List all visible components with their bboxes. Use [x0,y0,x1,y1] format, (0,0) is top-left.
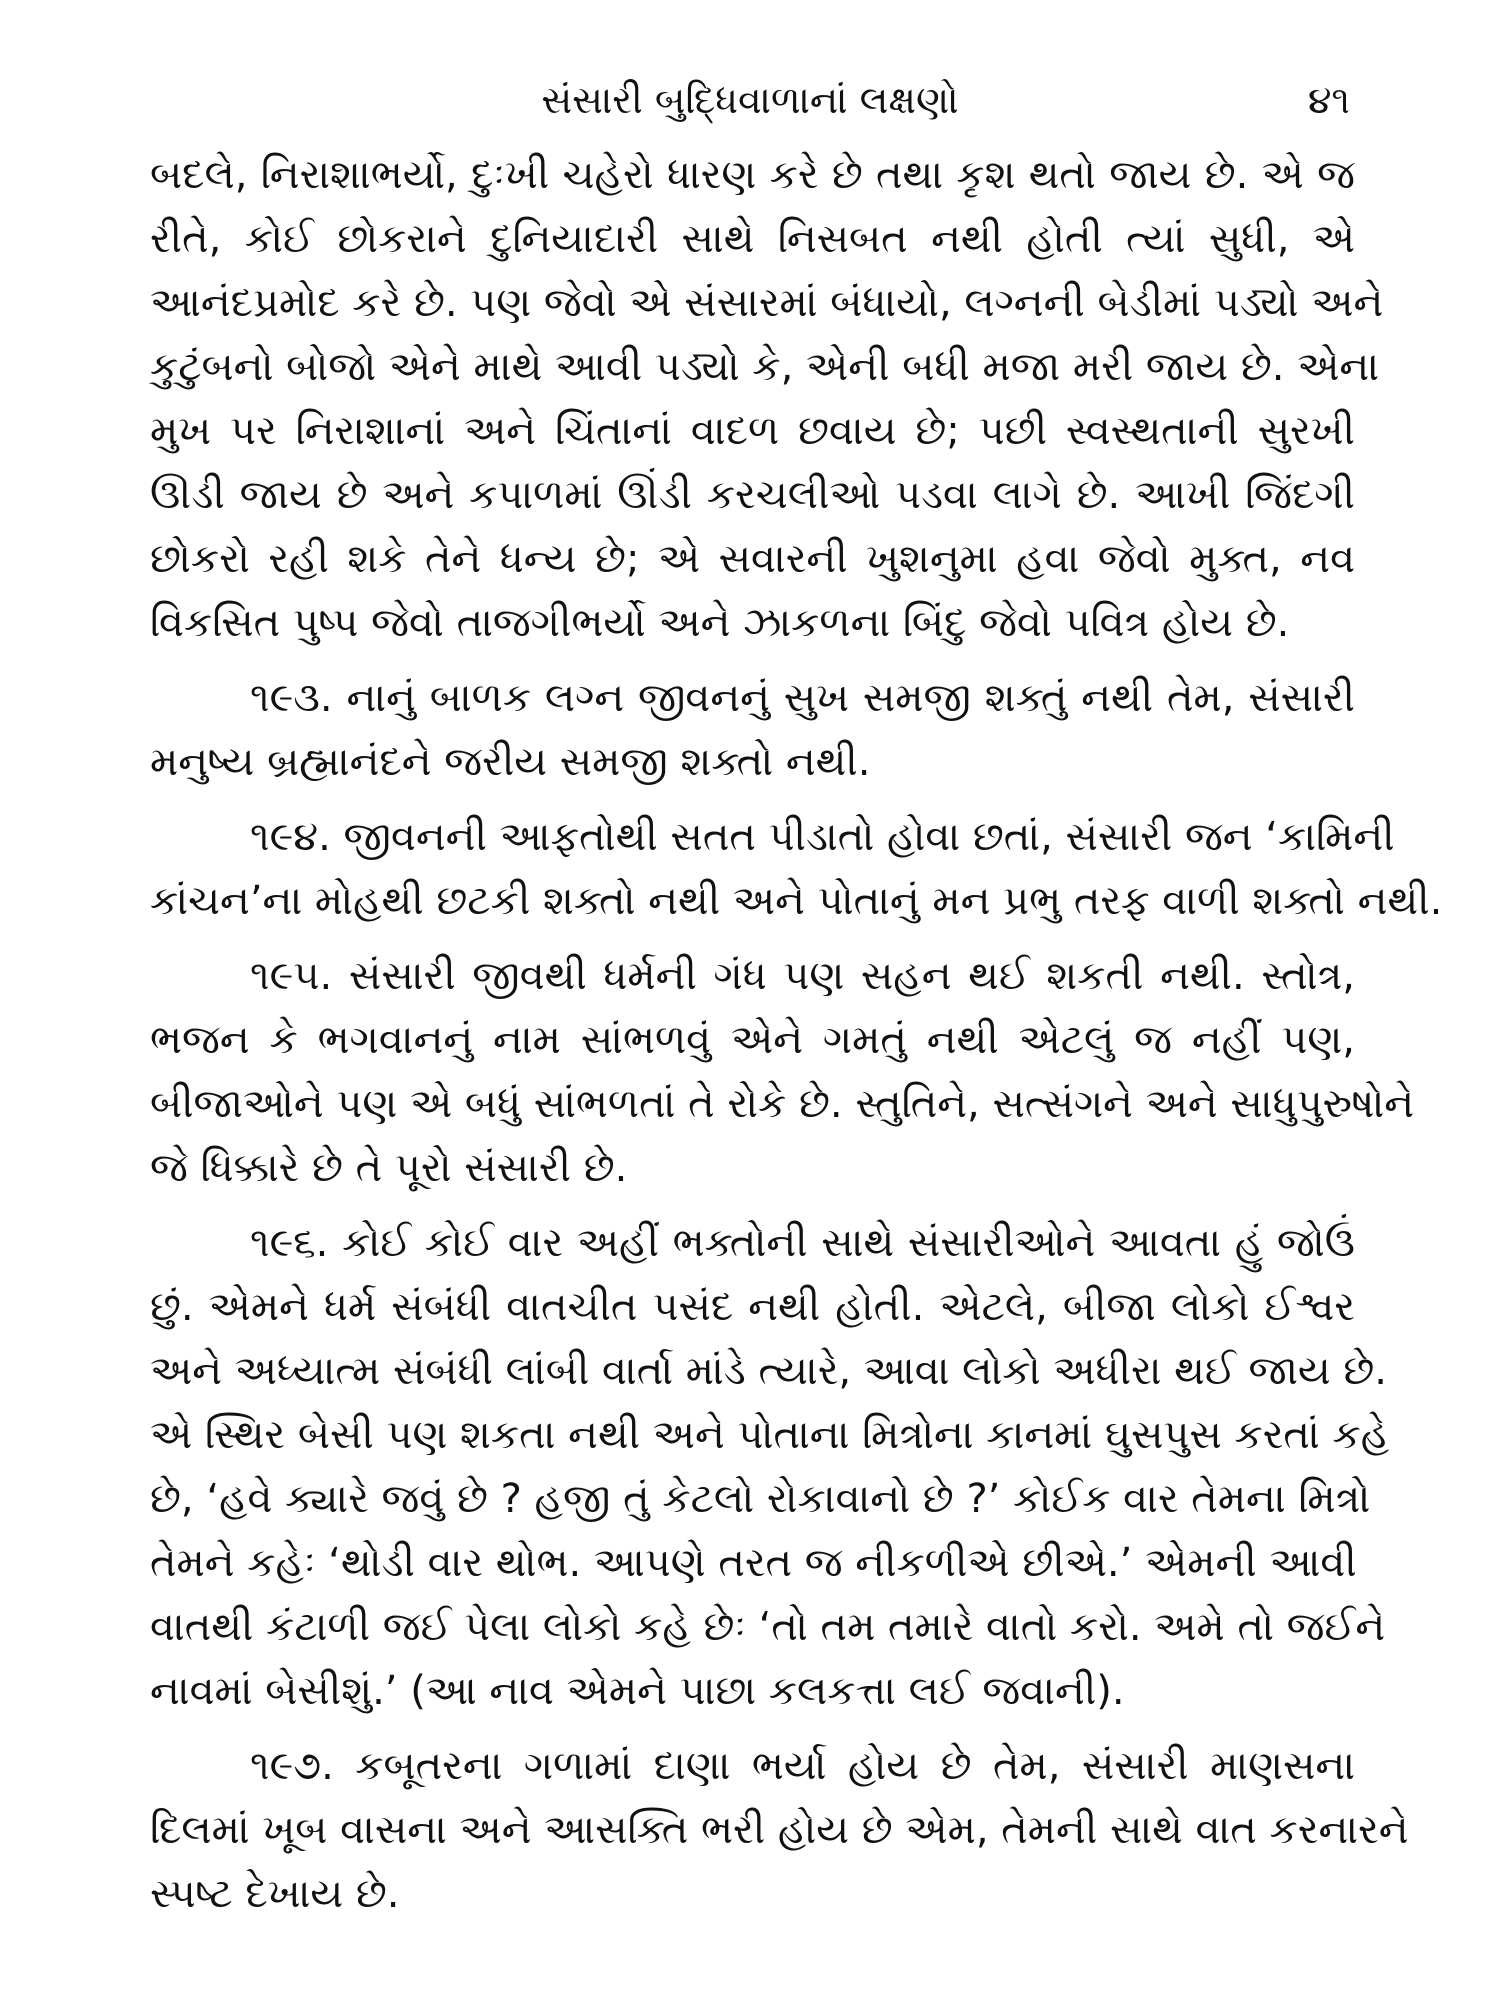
text-line: કુટુંબનો બોજો એને માથે આવી પડ્યો કે, એની બધી મજા મરી જાય છે. એના [150,344,1380,390]
text-line: ભજન કે ભગવાનનું નામ સાંભળવું એને ગમતું નથી એટલું જ નહીં પણ, [150,1017,1355,1063]
text-line: ૧૯૫. સંસારી જીવથી ધર્મની ગંધ પણ સહન થઈ શકતી નથી. સ્તોત્ર, [250,953,1355,999]
page-header [150,68,1350,132]
text-line: સ્પષ્ટ દેખાય છે. [150,1871,400,1917]
text-line: ૧૯૩. નાનું બાળક લગ્ન જીવનનું સુખ સમજી શક્તું નથી તેમ, સંસારી [250,675,1355,721]
paragraph [150,666,1355,794]
text-line: દિલમાં ખૂબ વાસના અને આસક્તિ ભરી હોય છે એમ, તેમની સાથે વાત કરનારને [150,1807,1409,1853]
running-title: સંસારી બુદ્ધિવાળાનાં લક્ષણો [541,78,959,122]
text-line: વિકસિત પુષ્પ જેવો તાજગીભર્યો અને ઝાકળના બિંદુ જેવો પવિત્ર હોય છે. [150,600,1290,646]
text-line: નાવમાં બેસીશું.’ (આ નાવ એમને પાછા કલકત્તા લઈ જવાની). [150,1668,1125,1714]
paragraph [150,143,1384,655]
text-line: ૧૯૪. જીવનની આફતોથી સતત પીડાતો હોવા છતાં, સંસારી જન ‘કામિની [250,814,1395,860]
text-line: બદલે, નિરાશાભર્યો, દુઃખી ચહેરો ધારણ કરે છે તથા કૃશ થતો જાય છે. એ જ [150,152,1355,198]
text-line: કાંચન’ના મોહથી છટકી શક્તો નથી અને પોતાનું મન પ્રભુ તરફ વાળી શક્તો નથી. [150,878,1443,924]
text-line: આનંદપ્રમોદ કરે છે. પણ જેવો એ સંસારમાં બંધાયો, લગ્નની બેડીમાં પડ્યો અને [150,280,1384,326]
paragraph [150,944,1415,1200]
text-line: મનુષ્ય બ્રહ્માનંદને જરીય સમજી શક્તો નથી. [150,739,871,785]
text-line: તેમને કહેઃ ‘થોડી વાર થોભ. આપણે તરત જ નીકળીએ છીએ.’ એમની આવી [150,1540,1357,1586]
text-line: ૧૯૭. કબૂતરના ગળામાં દાણા ભર્યા હોય છે તેમ, સંસારી માણસના [250,1743,1355,1789]
text-line: મુખ પર નિરાશાનાં અને ચિંતાનાં વાદળ છવાય છે; પછી સ્વસ્થતાની સુરખી [150,408,1355,454]
paragraph [150,805,1443,933]
text-line: બીજાઓને પણ એ બધું સાંભળતાં તે રોકે છે. સ્તુતિને, સત્સંગને અને સાધુપુરુષોને [150,1081,1415,1127]
text-line: ઊડી જાય છે અને કપાળમાં ઊંડી કરચલીઓ પડવા લાગે છે. આખી જિંદગી [150,472,1355,518]
text-line: ૧૯૬. કોઈ કોઈ વાર અહીં ભક્તોની સાથે સંસારીઓને આવતા હું જોઉં [250,1220,1355,1266]
text-line: અને અધ્યાત્મ સંબંધી લાંબી વાર્તા માંડે ત્યારે, આવા લોકો અધીરા થઈ જાય છે. [150,1348,1388,1394]
text-line: છું. એમને ધર્મ સંબંધી વાતચીત પસંદ નથી હોતી. એટલે, બીજા લોકો ઈશ્વર [150,1284,1355,1330]
text-line: વાતથી કંટાળી જઈ પેલા લોકો કહે છેઃ ‘તો તમ તમારે વાતો કરો. અમે તો જઈને [150,1604,1386,1650]
text-line: છોકરો રહી શકે તેને ધન્ય છે; એ સવારની ખુશનુમા હવા જેવો મુક્ત, નવ [150,536,1355,582]
text-line: છે, ‘હવે ક્યારે જવું છે ? હજી તું કેટલો રોકાવાનો છે ?’ કોઈક વાર તેમના મિત્રો [150,1476,1371,1522]
text-line: એ સ્થિર બેસી પણ શકતા નથી અને પોતાના મિત્રોના કાનમાં ઘુસપુસ કરતાં કહે [150,1412,1390,1458]
page-number: ૪૧ [1307,78,1350,122]
paragraph [150,1211,1390,1723]
text-line: જે ધિક્કારે છે તે પૂરો સંસારી છે. [150,1145,628,1191]
text-line: રીતે, કોઈ છોકરાને દુનિયાદારી સાથે નિસબત નથી હોતી ત્યાં સુધી, એ [150,216,1355,262]
page-body [150,143,1443,1937]
paragraph [150,1734,1409,1926]
